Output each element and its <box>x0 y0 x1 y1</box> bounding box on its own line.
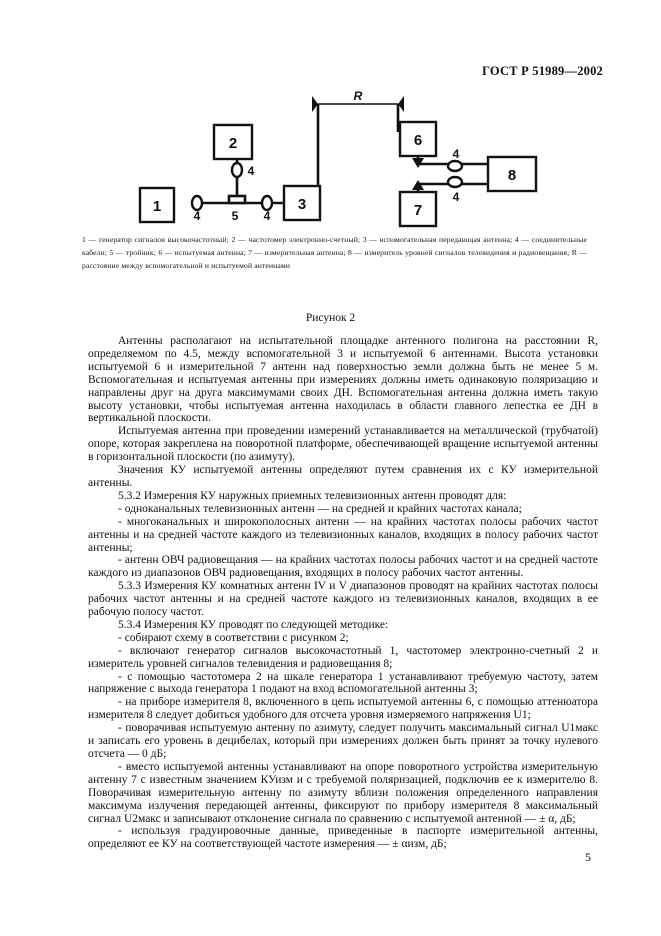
cable-coil-icon <box>448 161 462 171</box>
document-header: ГОСТ Р 51989—2002 <box>482 64 603 78</box>
cable-coil-icon <box>262 196 272 210</box>
paragraph: Значения КУ испытуемой антенны определяют путем сравнения их с КУ измерительной антенны. <box>88 464 598 489</box>
paragraph: - на приборе измерителя 8, включенного в цепь испытуемой антенны 6, с помощью аттенюатора измерителя 8 следует добиться удобного для отсчета уровня измеряемого напряжения U1; <box>88 696 598 722</box>
cable-coil-icon <box>192 196 202 210</box>
svg-text:5: 5 <box>231 209 239 223</box>
paragraph: - используя градуировочные данные, приведенные в паспорте измерительной антенны, определяют ее КУ на соответствующей частоте измерения — ± αизм, дБ; <box>88 825 598 851</box>
svg-text:8: 8 <box>507 167 517 184</box>
paragraph: - включают генератор сигналов высокочастотный 1, частотомер электронно-счетный 2 и измеритель уровней сигналов телевидения и радиовещания 8; <box>88 644 598 670</box>
body-text <box>88 335 598 851</box>
paragraph: - антенн ОВЧ радиовещания — на крайних частотах полосы рабочих частот и на средней частоте каждого из диапазонов ОВЧ радиовещания, входящих в полосу рабочих частот антенны. <box>88 554 598 580</box>
paragraph: - собирают схему в соответствии с рисунком 2; <box>118 631 349 644</box>
paragraph: Испытуемая антенна при проведении измерений устанавливается на металлической (трубчатой) опоре, которая закреплена на поворотной платформе, обеспечивающей вращение испытуемой антенны в горизонтальной плоскости (по азимуту). <box>88 425 598 464</box>
svg-text:2: 2 <box>228 135 238 152</box>
svg-text:1: 1 <box>152 198 162 215</box>
svg-text:4: 4 <box>247 164 255 178</box>
paragraph: 5.3.3 Измерения КУ комнатных антенн IV и V диапазонов проводят на крайних частотах полосы рабочих частот антенны и на средней частоте каждого из телевизионных каналов, входящих в ее рабочую полосу частот. <box>88 580 598 619</box>
paragraph: - многоканальных и широкополосных антенн — на крайних частотах полосы рабочих частот антенны и на средней частоте каждого из телевизионных каналов, входящих в полосу рабочих частот антенны; <box>88 515 598 554</box>
paragraph: - вместо испытуемой антенны устанавливают на опоре поворотного устройства измерительную антенну 7 с известным значением КУизм и с требуемой поляризацией, подключив ее к измерителю 8. Поворачивая измерительную антенну по азимуту вблизи положения определенного направления максимума излучения передающей антенны, фиксируют по прибору измерителя 8 максимальный сигнал U2макс и записывают отклонение сигнала по сравнению с испытуемой антенной — ± α, дБ; <box>88 760 598 825</box>
figure-legend: 1 — генератор сигналов высокочастотный; 2 — частотомер электронно-счетный; 3 — вспомогательная передающая антенна; 4 — соединительные кабели; 5 — тройник; 6 — испытуемая антенна; 7 — измерительная антенна; 8 — измеритель уровней сигналов телевидения и радиовещания; R — расстояние между вспомогательной и испытуемой антеннами <box>82 235 587 270</box>
svg-text:7: 7 <box>413 202 423 219</box>
svg-text:4: 4 <box>263 209 271 223</box>
svg-text:6: 6 <box>413 132 423 149</box>
paragraph: - с помощью частотомера 2 на шкале генератора 1 устанавливают требуемую частоту, затем напряжение с выхода генератора 1 подают на вход вспомогательной антенны 3; <box>88 670 598 696</box>
figure-title: Рисунок 2 <box>305 312 356 324</box>
paragraph: 5.3.2 Измерения КУ наружных приемных телевизионных антенн проводят для: <box>118 489 507 502</box>
svg-text:4: 4 <box>452 190 460 204</box>
paragraph: Антенны располагают на испытательной площадке антенного полигона на расстоянии R, определяемом по 4.5, между вспомогательной 3 и испытуемой 6 антеннами. Высота установки испытуемой 6 и измерительной 7 антенн над поверхностью земли должна быть не менее 5 м. Вспомогательная и испытуемая антенны при измерениях должны иметь одинаковую поляризацию и направлены друг на друга максимумами своих ДН. Вспомогательная антенна должна иметь такую высоту установки, чтобы испытуемая антенна находилась в области главного лепестка ее ДН в вертикальной плоскости. <box>88 335 598 425</box>
cable-coil-icon <box>448 177 462 187</box>
svg-text:4: 4 <box>193 209 201 223</box>
cable-coil-icon <box>232 163 242 177</box>
paragraph: - одноканальных телевизионных антенн — на средней и крайних частотах канала; <box>118 502 522 515</box>
svg-text:3: 3 <box>297 196 307 213</box>
paragraph: 5.3.4 Измерения КУ проводят по следующей методике: <box>118 618 389 631</box>
svg-text:4: 4 <box>452 147 460 161</box>
svg-text:R: R <box>353 89 363 103</box>
paragraph: - поворачивая испытуемую антенну по азимуту, следует получить максимальный сигнал U1макс и записать его уровень в децибелах, который при измерениях должен быть принят за точку нулевого отсчета — 0 дБ; <box>88 722 598 760</box>
measurement-schematic <box>0 0 661 240</box>
page-number: 5 <box>585 850 591 864</box>
